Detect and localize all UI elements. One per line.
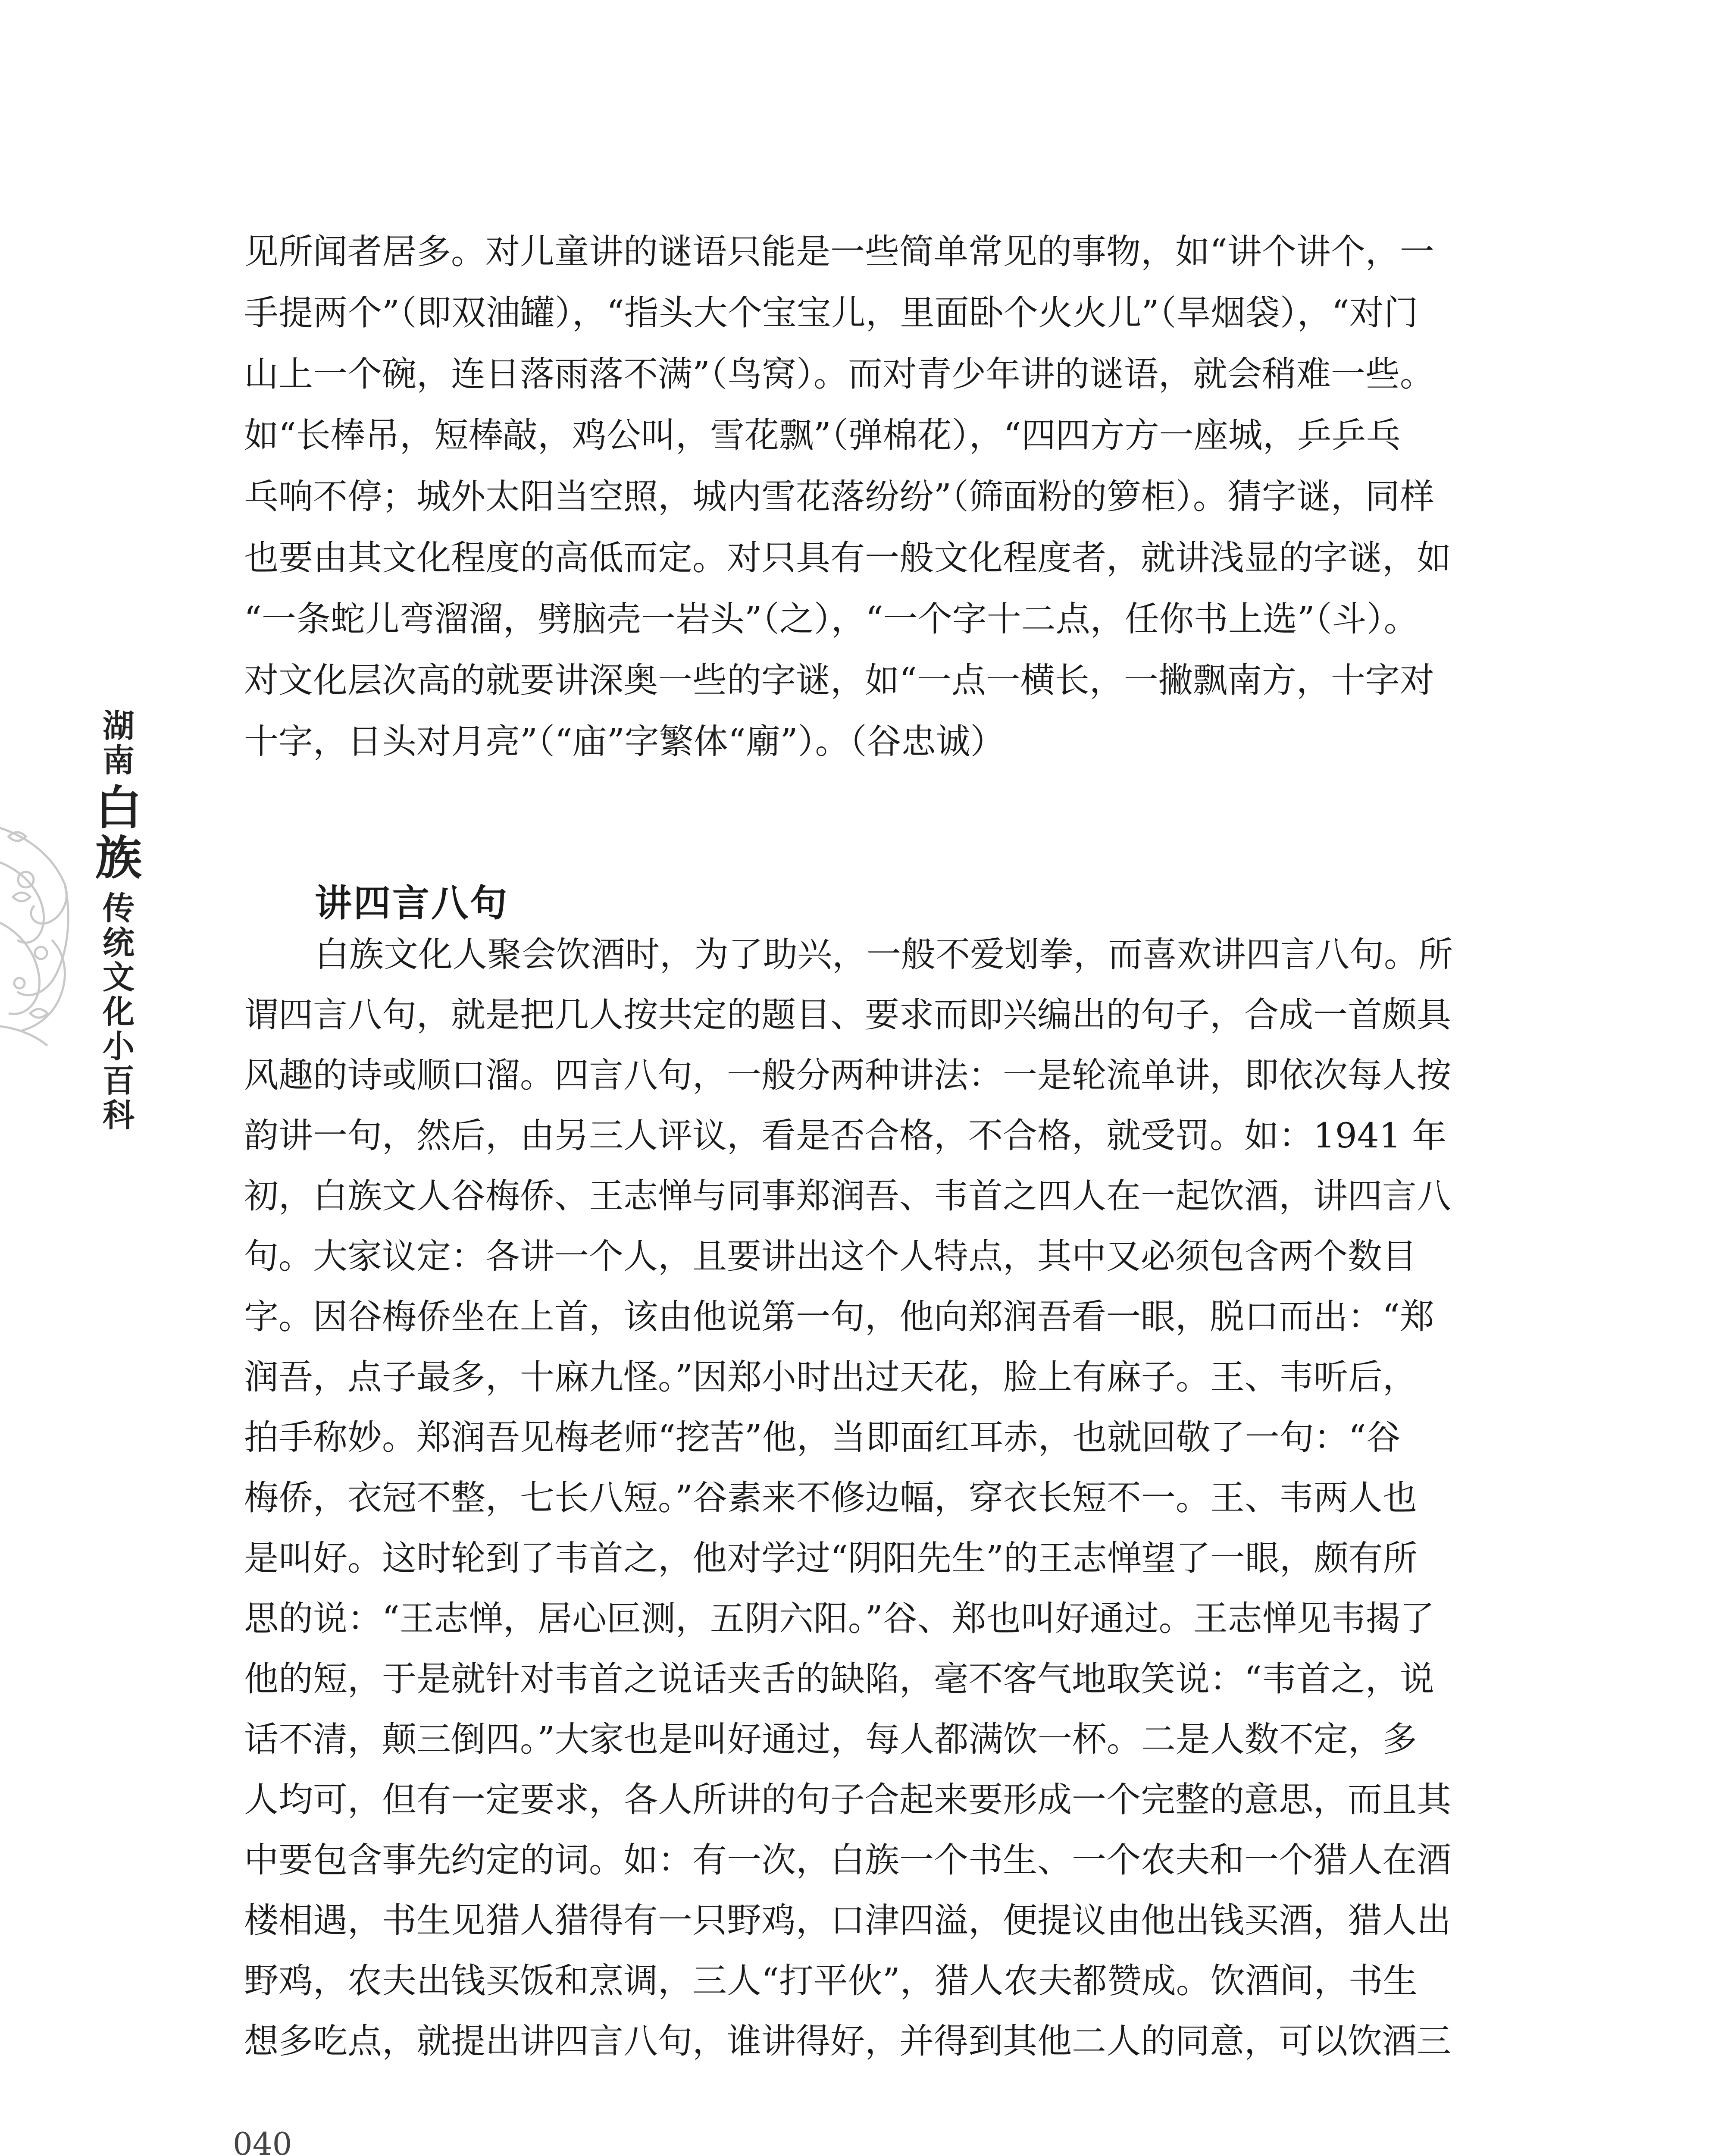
side-title-rest-7: 科 (103, 1097, 135, 1134)
side-title-region-1: 湖 (103, 708, 135, 745)
text-line: 对文化层次高的就要讲深奥一些的字谜，如“一点一横长，一撇飘南方，十字对 (244, 660, 1434, 700)
text-line: 是叫好。这时轮到了韦首之，他对学过“阴阳先生”的王志惮望了一眼，颇有所 (244, 1538, 1418, 1578)
text-line: 手提两个”（即双油罐），“指头大个宝宝儿，里面卧个火火儿”（旱烟袋），“对门 (244, 293, 1418, 333)
text-line: 韵讲一句，然后，由另三人评议，看是否合格，不合格，就受罚。如：1941 年 (244, 1116, 1447, 1156)
text-line: 见所闻者居多。对儿童讲的谜语只能是一些简单常见的事物，如“讲个讲个，一 (244, 232, 1434, 272)
text-line: 十字，日头对月亮”（“庙”字繁体“廟”）。（谷忠诚） (244, 721, 1005, 761)
side-title-rest-1: 传 (103, 890, 135, 928)
text-line: 梅侨，衣冠不整，七长八短。”谷素来不修边幅，穿衣长短不一。王、韦两人也 (244, 1478, 1417, 1518)
side-title-rest-2: 统 (103, 924, 135, 962)
text-line: 楼相遇，书生见猎人猎得有一只野鸡，口津四溢，便提议由他出钱买酒，猎人出 (244, 1900, 1451, 1940)
text-line: 想多吃点，就提出讲四言八句，谁讲得好，并得到其他二人的同意，可以饮酒三 (244, 2021, 1451, 2061)
side-title-region-2: 南 (103, 742, 135, 779)
text-line: 字。因谷梅侨坐在上首，该由他说第一句，他向郑润吾看一眼，脱口而出：“郑 (244, 1297, 1434, 1337)
series-title-vertical (95, 709, 142, 1133)
text-line: 山上一个碗，连日落雨落不满”（鸟窝）。而对青少年讲的谜语，就会稍难一些。 (244, 354, 1434, 394)
text-line: 思的说：“王志惮，居心叵测，五阴六阳。”谷、郑也叫好通过。王志惮见韦揭了 (244, 1598, 1435, 1639)
text-line: 谓四言八句，就是把几人按共定的题目、要求而即兴编出的句子，合成一首颇具 (244, 995, 1451, 1035)
floral-ornament (0, 811, 73, 1052)
side-title-rest-5: 小 (103, 1028, 135, 1065)
text-line: 如“长棒吊，短棒敲，鸡公叫，雪花飘”（弹棉花），“四四方方一座城，乒乒乓 (244, 415, 1401, 455)
side-title-rest-4: 化 (103, 993, 135, 1031)
text-line: 白族文化人聚会饮酒时，为了助兴，一般不爱划拳，而喜欢讲四言八句。所 (315, 934, 1453, 975)
side-title-ethnic-2: 族 (95, 831, 142, 886)
text-line: 乓响不停；城外太阳当空照，城内雪花落纷纷”（筛面粉的箩柜）。猜字谜，同样 (244, 476, 1434, 517)
side-title-ethnic-1: 白 (95, 781, 142, 835)
text-line: 野鸡，农夫出钱买饭和烹调，三人“打平伙”，猎人农夫都赞成。饮酒间，书生 (244, 1961, 1418, 2001)
text-line: 句。大家议定：各讲一个人，且要讲出这个人特点，其中又必须包含两个数目 (244, 1236, 1417, 1276)
text-line: “一条蛇儿弯溜溜，劈脑壳一岩头”（之），“一个字十二点，任你书上选”（斗）。 (244, 599, 1418, 639)
text-line: 风趣的诗或顺口溜。四言八句，一般分两种讲法：一是轮流单讲，即依次每人按 (244, 1055, 1451, 1095)
text-line: 拍手称妙。郑润吾见梅老师“挖苦”他，当即面红耳赤，也就回敬了一句：“谷 (244, 1417, 1401, 1457)
text-line: 初，白族文人谷梅侨、王志惮与同事郑润吾、韦首之四人在一起饮酒，讲四言八 (244, 1176, 1451, 1216)
text-line: 人均可，但有一定要求，各人所讲的句子合起来要形成一个完整的意思，而且其 (244, 1780, 1451, 1820)
side-title-rest-6: 百 (103, 1062, 135, 1100)
text-line: 中要包含事先约定的词。如：有一次，白族一个书生、一个农夫和一个猎人在酒 (244, 1840, 1451, 1880)
text-line: 话不清，颠三倒四。”大家也是叫好通过，每人都满饮一杯。二是人数不定，多 (244, 1719, 1417, 1759)
text-line: 也要由其文化程度的高低而定。对只具有一般文化程度者，就讲浅显的字谜，如 (244, 538, 1451, 578)
side-title-rest-3: 文 (103, 959, 135, 996)
text-line: 他的短，于是就针对韦首之说话夹舌的缺陷，毫不客气地取笑说：“韦首之，说 (244, 1659, 1434, 1699)
text-line: 润吾，点子最多，十麻九怪。”因郑小时出过天花，脸上有麻子。王、韦听后， (244, 1357, 1417, 1397)
section-heading: 讲四言八句 (315, 881, 509, 925)
page-number: 040 (233, 2126, 292, 2156)
